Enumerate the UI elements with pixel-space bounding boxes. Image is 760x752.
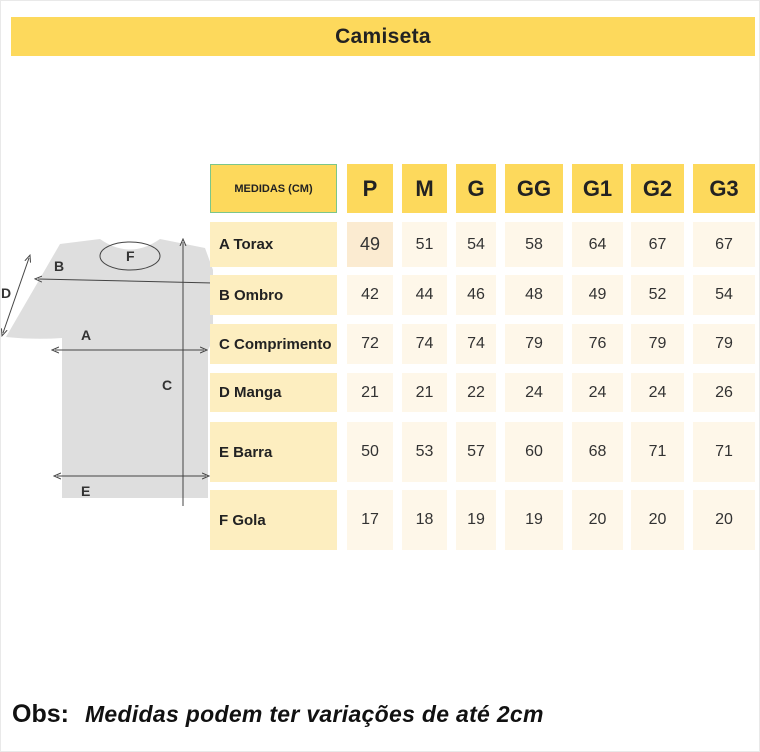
row-label: D Manga <box>210 373 337 412</box>
table-cell: 57 <box>456 422 496 482</box>
table-cell: 76 <box>572 324 623 364</box>
row-label: E Barra <box>210 422 337 482</box>
size-header-g2: G2 <box>631 164 684 213</box>
table-cell: 74 <box>402 324 447 364</box>
table-cell: 21 <box>347 373 393 412</box>
size-header-g3: G3 <box>693 164 755 213</box>
row-label: F Gola <box>210 490 337 550</box>
page-title <box>11 17 755 56</box>
table-cell: 54 <box>693 275 755 315</box>
table-cell: 52 <box>631 275 684 315</box>
table-cell: 53 <box>402 422 447 482</box>
table-cell: 74 <box>456 324 496 364</box>
table-cell: 49 <box>572 275 623 315</box>
note-label: Obs: <box>12 700 69 728</box>
table-cell: 20 <box>693 490 755 550</box>
size-header-g: G <box>456 164 496 213</box>
table-cell: 19 <box>456 490 496 550</box>
row-label: C Comprimento <box>210 324 337 364</box>
table-cell: 58 <box>505 222 563 267</box>
table-cell: 49 <box>347 222 393 267</box>
table-cell: 50 <box>347 422 393 482</box>
table-cell: 20 <box>631 490 684 550</box>
table-cell: 19 <box>505 490 563 550</box>
table-cell: 72 <box>347 324 393 364</box>
table-cell: 79 <box>505 324 563 364</box>
table-cell: 54 <box>456 222 496 267</box>
size-header-m: M <box>402 164 447 213</box>
table-cell: 79 <box>693 324 755 364</box>
label-b: B <box>54 258 65 274</box>
table-cell: 24 <box>631 373 684 412</box>
table-cell: 64 <box>572 222 623 267</box>
label-a: A <box>81 327 92 343</box>
table-cell: 68 <box>572 422 623 482</box>
table-cell: 48 <box>505 275 563 315</box>
table-cell: 24 <box>572 373 623 412</box>
label-e: E <box>81 483 91 499</box>
size-header-gg: GG <box>505 164 563 213</box>
table-cell: 71 <box>631 422 684 482</box>
table-cell: 60 <box>505 422 563 482</box>
label-f: F <box>126 248 135 264</box>
label-d: D <box>1 285 12 301</box>
table-cell: 20 <box>572 490 623 550</box>
table-cell: 46 <box>456 275 496 315</box>
table-cell: 44 <box>402 275 447 315</box>
tshirt-shape <box>6 239 213 498</box>
label-c: C <box>162 377 173 393</box>
row-label: A Torax <box>210 222 337 267</box>
table-cell: 17 <box>347 490 393 550</box>
table-cell: 79 <box>631 324 684 364</box>
note-text: Medidas podem ter variações de até 2cm <box>84 701 544 727</box>
table-cell: 42 <box>347 275 393 315</box>
row-label: B Ombro <box>210 275 337 315</box>
page-title-text: Camiseta <box>335 24 431 48</box>
tshirt-illustration <box>0 230 215 510</box>
table-cell: 67 <box>693 222 755 267</box>
table-header-label: MEDIDAS (CM) <box>210 164 337 213</box>
note <box>12 700 544 729</box>
size-header-g1: G1 <box>572 164 623 213</box>
table-cell: 24 <box>505 373 563 412</box>
table-cell: 51 <box>402 222 447 267</box>
table-cell: 67 <box>631 222 684 267</box>
table-cell: 71 <box>693 422 755 482</box>
table-cell: 22 <box>456 373 496 412</box>
table-cell: 18 <box>402 490 447 550</box>
table-cell: 21 <box>402 373 447 412</box>
table-cell: 26 <box>693 373 755 412</box>
size-header-p: P <box>347 164 393 213</box>
